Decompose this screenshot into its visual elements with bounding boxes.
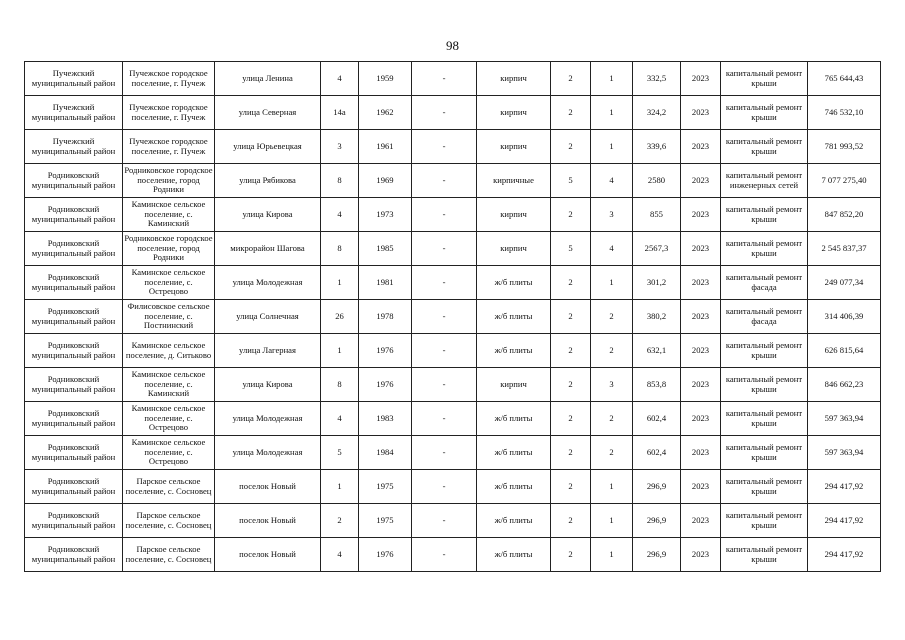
house-number-cell: 4 <box>321 198 359 232</box>
settlement-cell: Каминское сельское поселение, с. Каминский <box>123 198 215 232</box>
construction-year-cell: 1976 <box>359 538 412 572</box>
cost-cell: 294 417,92 <box>808 504 881 538</box>
wall-material-cell: кирпич <box>477 96 551 130</box>
entrances-cell: 4 <box>591 164 633 198</box>
municipal-district-cell: Родниковский муниципальный район <box>25 402 123 436</box>
street-cell: улица Молодежная <box>215 402 321 436</box>
construction-year-cell: 1961 <box>359 130 412 164</box>
entrances-cell: 1 <box>591 504 633 538</box>
area-cell: 301,2 <box>633 266 681 300</box>
dash-cell: - <box>412 62 477 96</box>
construction-year-cell: 1978 <box>359 300 412 334</box>
year-cell: 2023 <box>681 96 721 130</box>
dash-cell: - <box>412 470 477 504</box>
table-row <box>25 198 881 232</box>
dash-cell: - <box>412 402 477 436</box>
table-row <box>25 300 881 334</box>
floors-cell: 2 <box>551 504 591 538</box>
entrances-cell: 2 <box>591 436 633 470</box>
floors-cell: 2 <box>551 470 591 504</box>
municipal-district-cell: Родниковский муниципальный район <box>25 334 123 368</box>
table-row <box>25 164 881 198</box>
floors-cell: 2 <box>551 198 591 232</box>
house-number-cell: 14а <box>321 96 359 130</box>
construction-year-cell: 1975 <box>359 470 412 504</box>
floors-cell: 2 <box>551 538 591 572</box>
street-cell: улица Солнечная <box>215 300 321 334</box>
floors-cell: 5 <box>551 232 591 266</box>
floors-cell: 2 <box>551 402 591 436</box>
year-cell: 2023 <box>681 470 721 504</box>
entrances-cell: 1 <box>591 266 633 300</box>
year-cell: 2023 <box>681 130 721 164</box>
street-cell: улица Молодежная <box>215 266 321 300</box>
cost-cell: 597 363,94 <box>808 436 881 470</box>
area-cell: 853,8 <box>633 368 681 402</box>
work-type-cell: капитальный ремонт крыши <box>721 130 808 164</box>
floors-cell: 2 <box>551 96 591 130</box>
municipal-district-cell: Родниковский муниципальный район <box>25 504 123 538</box>
wall-material-cell: кирпичные <box>477 164 551 198</box>
construction-year-cell: 1983 <box>359 402 412 436</box>
dash-cell: - <box>412 232 477 266</box>
wall-material-cell: ж/б плиты <box>477 504 551 538</box>
street-cell: улица Рябикова <box>215 164 321 198</box>
wall-material-cell: ж/б плиты <box>477 402 551 436</box>
cost-cell: 781 993,52 <box>808 130 881 164</box>
street-cell: улица Юрьевецкая <box>215 130 321 164</box>
street-cell: поселок Новый <box>215 504 321 538</box>
house-number-cell: 8 <box>321 368 359 402</box>
area-cell: 296,9 <box>633 470 681 504</box>
settlement-cell: Родниковское городское поселение, город Родники <box>123 164 215 198</box>
table-row <box>25 538 881 572</box>
entrances-cell: 1 <box>591 62 633 96</box>
settlement-cell: Каминское сельское поселение, с. Острецово <box>123 436 215 470</box>
street-cell: улица Северная <box>215 96 321 130</box>
area-cell: 2580 <box>633 164 681 198</box>
wall-material-cell: кирпич <box>477 368 551 402</box>
floors-cell: 2 <box>551 334 591 368</box>
settlement-cell: Парское сельское поселение, с. Сосновец <box>123 504 215 538</box>
entrances-cell: 2 <box>591 300 633 334</box>
entrances-cell: 3 <box>591 198 633 232</box>
municipal-district-cell: Родниковский муниципальный район <box>25 300 123 334</box>
municipal-district-cell: Пучежский муниципальный район <box>25 130 123 164</box>
area-cell: 855 <box>633 198 681 232</box>
area-cell: 332,5 <box>633 62 681 96</box>
year-cell: 2023 <box>681 232 721 266</box>
dash-cell: - <box>412 436 477 470</box>
construction-year-cell: 1969 <box>359 164 412 198</box>
street-cell: поселок Новый <box>215 538 321 572</box>
area-cell: 296,9 <box>633 538 681 572</box>
floors-cell: 2 <box>551 266 591 300</box>
work-type-cell: капитальный ремонт крыши <box>721 198 808 232</box>
work-type-cell: капитальный ремонт крыши <box>721 436 808 470</box>
area-cell: 324,2 <box>633 96 681 130</box>
construction-year-cell: 1976 <box>359 368 412 402</box>
cost-cell: 2 545 837,37 <box>808 232 881 266</box>
floors-cell: 2 <box>551 368 591 402</box>
house-number-cell: 4 <box>321 62 359 96</box>
dash-cell: - <box>412 300 477 334</box>
construction-year-cell: 1962 <box>359 96 412 130</box>
year-cell: 2023 <box>681 538 721 572</box>
work-type-cell: капитальный ремонт инженерных сетей <box>721 164 808 198</box>
table-row <box>25 266 881 300</box>
street-cell: микрорайон Шагова <box>215 232 321 266</box>
wall-material-cell: ж/б плиты <box>477 470 551 504</box>
settlement-cell: Каминское сельское поселение, д. Ситьково <box>123 334 215 368</box>
table-row <box>25 504 881 538</box>
settlement-cell: Каминское сельское поселение, с. Каминский <box>123 368 215 402</box>
construction-year-cell: 1975 <box>359 504 412 538</box>
street-cell: улица Кирова <box>215 368 321 402</box>
dash-cell: - <box>412 368 477 402</box>
work-type-cell: капитальный ремонт крыши <box>721 96 808 130</box>
dash-cell: - <box>412 96 477 130</box>
work-type-cell: капитальный ремонт крыши <box>721 504 808 538</box>
wall-material-cell: ж/б плиты <box>477 300 551 334</box>
construction-year-cell: 1984 <box>359 436 412 470</box>
year-cell: 2023 <box>681 300 721 334</box>
cost-cell: 597 363,94 <box>808 402 881 436</box>
construction-year-cell: 1959 <box>359 62 412 96</box>
housing-repair-table <box>24 61 881 572</box>
street-cell: улица Ленина <box>215 62 321 96</box>
house-number-cell: 4 <box>321 538 359 572</box>
settlement-cell: Каминское сельское поселение, с. Острецово <box>123 266 215 300</box>
settlement-cell: Пучежское городское поселение, г. Пучеж <box>123 130 215 164</box>
table-row <box>25 402 881 436</box>
area-cell: 339,6 <box>633 130 681 164</box>
table-row <box>25 436 881 470</box>
wall-material-cell: ж/б плиты <box>477 266 551 300</box>
house-number-cell: 8 <box>321 164 359 198</box>
house-number-cell: 5 <box>321 436 359 470</box>
work-type-cell: капитальный ремонт крыши <box>721 538 808 572</box>
year-cell: 2023 <box>681 62 721 96</box>
table-body <box>25 62 881 572</box>
street-cell: улица Лагерная <box>215 334 321 368</box>
street-cell: улица Молодежная <box>215 436 321 470</box>
table-row <box>25 96 881 130</box>
table-row <box>25 368 881 402</box>
year-cell: 2023 <box>681 198 721 232</box>
house-number-cell: 2 <box>321 504 359 538</box>
area-cell: 380,2 <box>633 300 681 334</box>
entrances-cell: 3 <box>591 368 633 402</box>
entrances-cell: 1 <box>591 470 633 504</box>
wall-material-cell: ж/б плиты <box>477 436 551 470</box>
dash-cell: - <box>412 266 477 300</box>
entrances-cell: 1 <box>591 130 633 164</box>
settlement-cell: Парское сельское поселение, с. Сосновец <box>123 470 215 504</box>
table-row <box>25 130 881 164</box>
dash-cell: - <box>412 538 477 572</box>
house-number-cell: 1 <box>321 266 359 300</box>
area-cell: 602,4 <box>633 436 681 470</box>
page-number: 98 <box>446 38 459 53</box>
work-type-cell: капитальный ремонт крыши <box>721 62 808 96</box>
area-cell: 2567,3 <box>633 232 681 266</box>
entrances-cell: 4 <box>591 232 633 266</box>
cost-cell: 294 417,92 <box>808 538 881 572</box>
settlement-cell: Каминское сельское поселение, с. Острецово <box>123 402 215 436</box>
year-cell: 2023 <box>681 504 721 538</box>
municipal-district-cell: Родниковский муниципальный район <box>25 368 123 402</box>
work-type-cell: капитальный ремонт крыши <box>721 368 808 402</box>
cost-cell: 249 077,34 <box>808 266 881 300</box>
cost-cell: 294 417,92 <box>808 470 881 504</box>
cost-cell: 314 406,39 <box>808 300 881 334</box>
municipal-district-cell: Родниковский муниципальный район <box>25 232 123 266</box>
dash-cell: - <box>412 198 477 232</box>
floors-cell: 2 <box>551 62 591 96</box>
wall-material-cell: ж/б плиты <box>477 538 551 572</box>
table-row <box>25 334 881 368</box>
cost-cell: 846 662,23 <box>808 368 881 402</box>
work-type-cell: капитальный ремонт крыши <box>721 470 808 504</box>
entrances-cell: 2 <box>591 334 633 368</box>
wall-material-cell: ж/б плиты <box>477 334 551 368</box>
construction-year-cell: 1985 <box>359 232 412 266</box>
floors-cell: 2 <box>551 300 591 334</box>
construction-year-cell: 1981 <box>359 266 412 300</box>
municipal-district-cell: Родниковский муниципальный район <box>25 538 123 572</box>
year-cell: 2023 <box>681 402 721 436</box>
work-type-cell: капитальный ремонт крыши <box>721 402 808 436</box>
dash-cell: - <box>412 334 477 368</box>
municipal-district-cell: Родниковский муниципальный район <box>25 436 123 470</box>
cost-cell: 847 852,20 <box>808 198 881 232</box>
municipal-district-cell: Родниковский муниципальный район <box>25 198 123 232</box>
wall-material-cell: кирпич <box>477 198 551 232</box>
cost-cell: 7 077 275,40 <box>808 164 881 198</box>
municipal-district-cell: Родниковский муниципальный район <box>25 470 123 504</box>
entrances-cell: 2 <box>591 402 633 436</box>
construction-year-cell: 1976 <box>359 334 412 368</box>
work-type-cell: капитальный ремонт крыши <box>721 334 808 368</box>
settlement-cell: Пучежское городское поселение, г. Пучеж <box>123 96 215 130</box>
year-cell: 2023 <box>681 164 721 198</box>
settlement-cell: Филисовское сельское поселение, с. Постнинский <box>123 300 215 334</box>
table-row <box>25 62 881 96</box>
year-cell: 2023 <box>681 266 721 300</box>
street-cell: улица Кирова <box>215 198 321 232</box>
work-type-cell: капитальный ремонт фасада <box>721 300 808 334</box>
municipal-district-cell: Пучежский муниципальный район <box>25 96 123 130</box>
wall-material-cell: кирпич <box>477 130 551 164</box>
dash-cell: - <box>412 504 477 538</box>
settlement-cell: Пучежское городское поселение, г. Пучеж <box>123 62 215 96</box>
year-cell: 2023 <box>681 436 721 470</box>
entrances-cell: 1 <box>591 96 633 130</box>
street-cell: поселок Новый <box>215 470 321 504</box>
table-row <box>25 470 881 504</box>
municipal-district-cell: Родниковский муниципальный район <box>25 164 123 198</box>
settlement-cell: Родниковское городское поселение, город Родники <box>123 232 215 266</box>
floors-cell: 2 <box>551 436 591 470</box>
wall-material-cell: кирпич <box>477 232 551 266</box>
wall-material-cell: кирпич <box>477 62 551 96</box>
table-row <box>25 232 881 266</box>
area-cell: 632,1 <box>633 334 681 368</box>
dash-cell: - <box>412 164 477 198</box>
municipal-district-cell: Пучежский муниципальный район <box>25 62 123 96</box>
year-cell: 2023 <box>681 334 721 368</box>
area-cell: 602,4 <box>633 402 681 436</box>
house-number-cell: 1 <box>321 334 359 368</box>
settlement-cell: Парское сельское поселение, с. Сосновец <box>123 538 215 572</box>
floors-cell: 5 <box>551 164 591 198</box>
cost-cell: 746 532,10 <box>808 96 881 130</box>
work-type-cell: капитальный ремонт крыши <box>721 232 808 266</box>
house-number-cell: 3 <box>321 130 359 164</box>
construction-year-cell: 1973 <box>359 198 412 232</box>
house-number-cell: 1 <box>321 470 359 504</box>
municipal-district-cell: Родниковский муниципальный район <box>25 266 123 300</box>
area-cell: 296,9 <box>633 504 681 538</box>
year-cell: 2023 <box>681 368 721 402</box>
work-type-cell: капитальный ремонт фасада <box>721 266 808 300</box>
house-number-cell: 4 <box>321 402 359 436</box>
dash-cell: - <box>412 130 477 164</box>
cost-cell: 765 644,43 <box>808 62 881 96</box>
house-number-cell: 26 <box>321 300 359 334</box>
house-number-cell: 8 <box>321 232 359 266</box>
cost-cell: 626 815,64 <box>808 334 881 368</box>
entrances-cell: 1 <box>591 538 633 572</box>
floors-cell: 2 <box>551 130 591 164</box>
